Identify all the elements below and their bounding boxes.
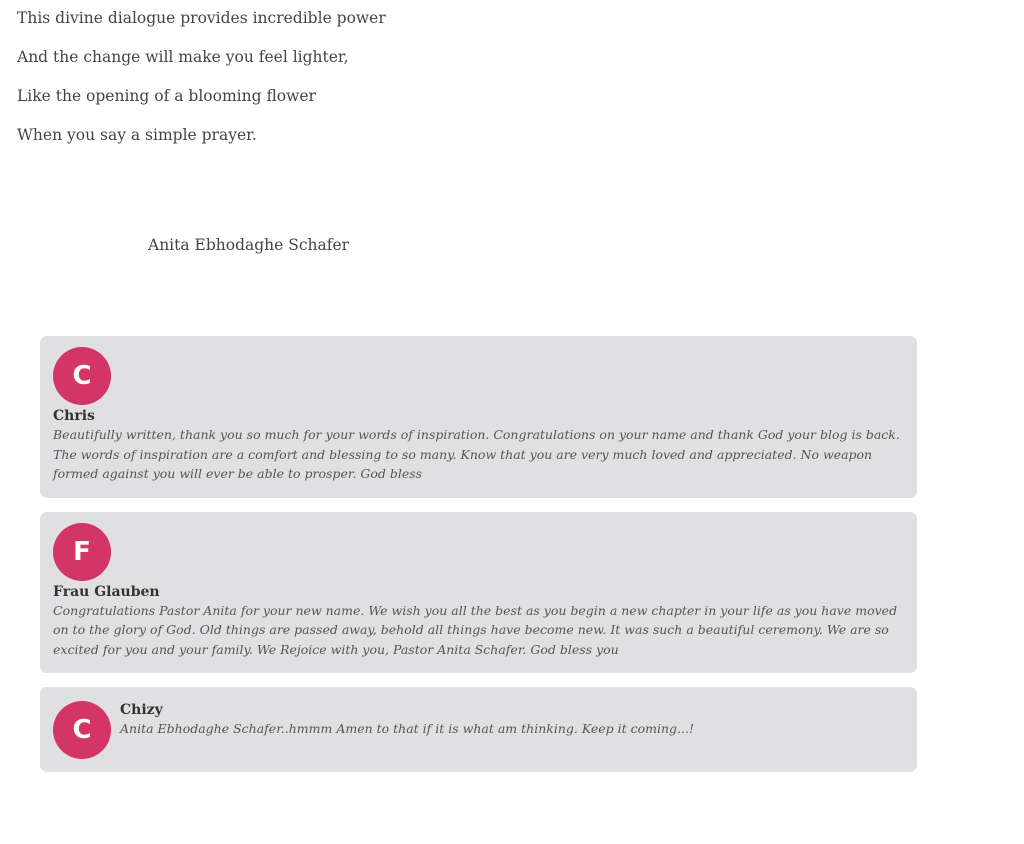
comment-text: Anita Ebhodaghe Schafer..hmmm Amen to that if it is what am thinking. Keep it coming...!: [120, 721, 694, 736]
comment-text: Congratulations Pastor Anita for your new name. We wish you all the best as you begin a new chapter in your life as you have moved on to the glory of God. Old things are passed away, behold all things have become new. It was such a beautiful ceremony. We are so excited for you and your family. We Rejoice with you, Pastor Anita Schafer. God bless you: [53, 602, 898, 657]
comment-author-name[interactable]: Frau Glauben: [53, 583, 160, 600]
poem-line: When you say a simple prayer.: [17, 126, 257, 144]
comment-card: [40, 336, 917, 498]
poem-author: Anita Ebhodaghe Schafer: [148, 236, 350, 254]
comment-author-name[interactable]: Chizy: [120, 702, 163, 718]
poem-line: Like the opening of a blooming flower: [17, 87, 316, 105]
comment-list: [40, 336, 917, 786]
poem: [17, 8, 386, 164]
avatar[interactable]: F: [53, 523, 111, 581]
comment-author-name[interactable]: Chris: [53, 408, 95, 424]
poem-line: This divine dialogue provides incredible power: [17, 9, 386, 27]
comment-card: [40, 687, 917, 772]
avatar[interactable]: C: [53, 701, 111, 759]
poem-line: And the change will make you feel lighter,: [17, 48, 349, 66]
comment-body: [120, 699, 694, 739]
comment-card: [40, 512, 917, 674]
avatar[interactable]: C: [53, 347, 111, 405]
comment-text: Beautifully written, thank you so much for your words of inspiration. Congratulations on your name and thank God your blog is back. The words of inspiration are a comfort and blessing to so many. Know that you are very much loved and appreciated. No weapon formed against you will ever be able to prosper. God bless: [53, 427, 900, 481]
